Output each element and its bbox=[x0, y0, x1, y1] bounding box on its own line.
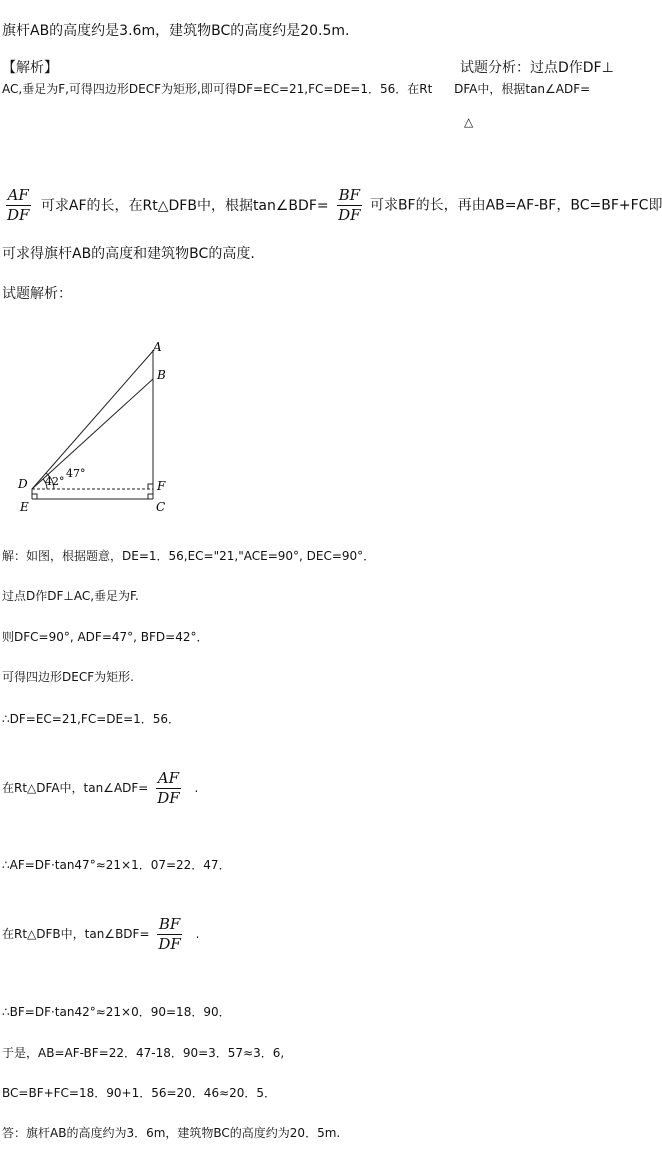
solution-step: 解：如图，根据题意，DE=1．56,EC="21,"ACE=90°, DEC=90°． bbox=[2, 549, 376, 563]
analysis-text: 可求BF的长，再由AB=AF-BF，BC=BF+FC即 bbox=[369, 197, 662, 214]
analysis-heading: 【解析】 bbox=[2, 60, 58, 76]
period: . bbox=[195, 927, 200, 941]
right-angle-c bbox=[148, 494, 153, 499]
fraction-denominator: DF bbox=[338, 206, 361, 224]
label-d: D bbox=[18, 477, 28, 491]
right-angle-e bbox=[32, 494, 37, 499]
solution-step: 则DFC=90°, ADF=47°, BFD=42°． bbox=[2, 630, 209, 644]
solution-step: ∴BF=DF·tan42°≈21×0．90=18．90． bbox=[2, 1005, 231, 1019]
solution-step: 在Rt△DFB中，tan∠BDF= bbox=[2, 927, 150, 941]
analysis-text: 可求AF的长，在Rt△DFB中，根据tan∠BDF= bbox=[40, 197, 329, 214]
fraction-numerator: BF bbox=[338, 186, 360, 204]
fraction-numerator: AF bbox=[157, 769, 180, 787]
solution-step: 在Rt△DFA中，tan∠ADF= bbox=[2, 781, 149, 795]
fraction-bf-df bbox=[336, 187, 362, 224]
fraction-denominator: DF bbox=[7, 206, 30, 224]
label-a: A bbox=[153, 340, 162, 354]
fraction-numerator: AF bbox=[7, 186, 29, 204]
solution-heading: 试题解析： bbox=[2, 286, 72, 302]
angle-label-42: 42° bbox=[45, 475, 65, 488]
right-angle-f bbox=[148, 484, 153, 489]
triangle-mark: △ bbox=[464, 115, 474, 129]
analysis-conclusion: 可求得旗杆AB的高度和建筑物BC的高度. bbox=[2, 246, 255, 262]
analysis-text: AC,垂足为F,可得四边形DECF为矩形,即可得DF=EC=21,FC=DE=1．56．在Rt bbox=[2, 82, 433, 96]
analysis-line bbox=[2, 80, 590, 98]
period: . bbox=[194, 781, 199, 795]
fraction-denominator: DF bbox=[158, 935, 181, 953]
line-db bbox=[32, 379, 153, 489]
solution-fraction-line bbox=[2, 770, 198, 807]
label-c: C bbox=[156, 500, 166, 514]
label-e: E bbox=[20, 500, 29, 514]
label-f: F bbox=[157, 479, 166, 493]
solution-step: 于是，AB=AF-BF=22．47-18．90=3．57≈3．6, bbox=[2, 1046, 285, 1060]
fraction-bf-df bbox=[156, 916, 182, 953]
angle-label-47: 47° bbox=[66, 467, 86, 480]
fraction-denominator: DF bbox=[157, 789, 180, 807]
final-answer: 答：旗杆AB的高度约为3．6m，建筑物BC的高度约为20．5m. bbox=[2, 1126, 341, 1140]
solution-step: 可得四边形DECF为矩形. bbox=[2, 670, 134, 684]
fraction-numerator: BF bbox=[158, 915, 181, 933]
analysis-fraction-line bbox=[2, 187, 662, 224]
geometry-figure bbox=[12, 336, 192, 516]
analysis-text-cont: DFA中，根据tan∠ADF= bbox=[454, 82, 591, 96]
solution-step: BC=BF+FC=18．90+1．56=20．46≈20．5． bbox=[2, 1086, 277, 1100]
solution-step: ∴AF=DF·tan47°≈21×1．07=22．47． bbox=[2, 858, 231, 872]
fraction-af-df bbox=[5, 187, 31, 224]
label-b: B bbox=[157, 368, 166, 382]
fraction-af-df bbox=[155, 770, 181, 807]
solution-step: ∴DF=EC=21,FC=DE=1．56． bbox=[2, 712, 181, 726]
line-da bbox=[32, 351, 153, 489]
analysis-intro: 试题分析：过点D作DF⊥ bbox=[460, 60, 614, 76]
solution-fraction-line bbox=[2, 916, 199, 953]
answer-summary: 旗杆AB的高度约是3.6m，建筑物BC的高度约是20.5m. bbox=[2, 23, 350, 39]
solution-step: 过点D作DF⊥AC,垂足为F. bbox=[2, 589, 139, 603]
